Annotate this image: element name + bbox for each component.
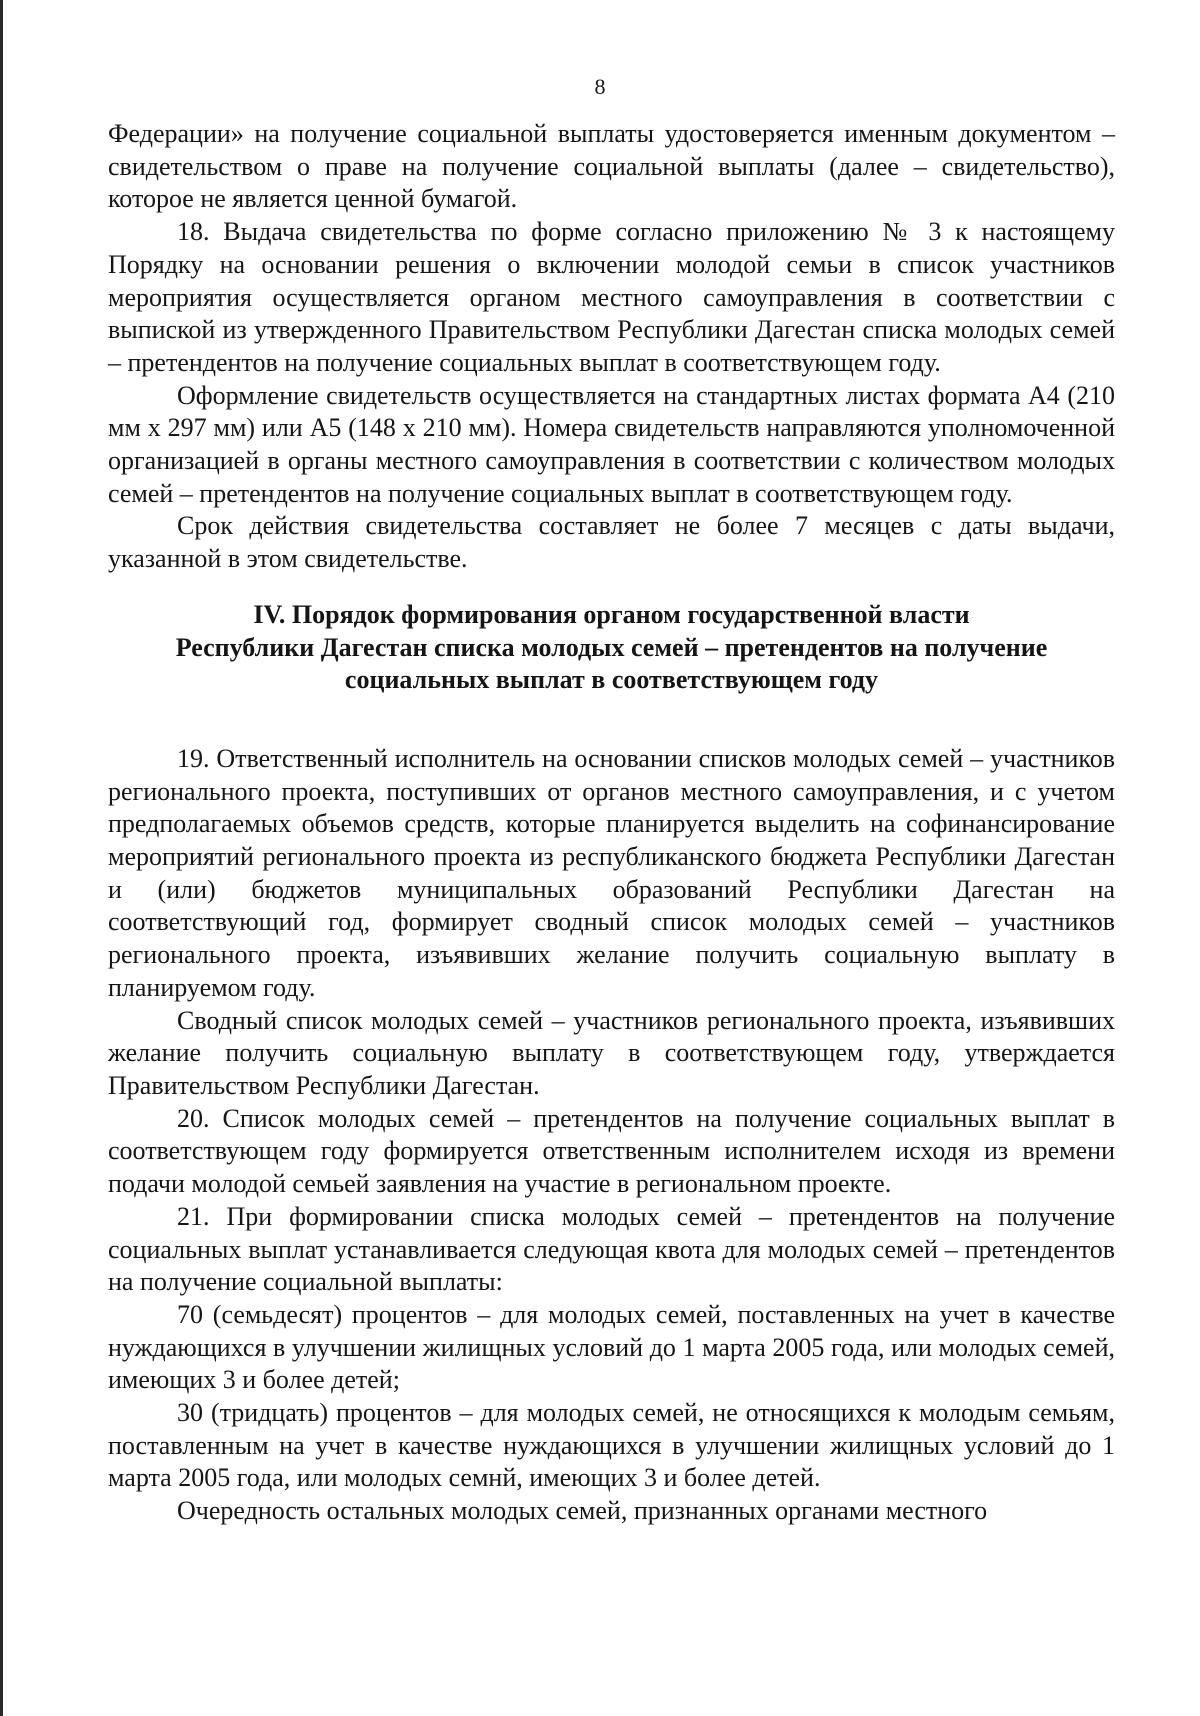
paragraph: Оформление свидетельств осуществляется на стандартных листах формата А4 (210 мм х 297 мм) или А5 (148 х 210 мм). Номера свидетельств направляются уполномоченной организацией в органы местного самоуправления в соответствии с количеством молодых семей – претендентов на получение социальных выплат в соответствующем году.: [108, 380, 1115, 508]
section-heading-line: IV. Порядок формирования органом государственной власти: [253, 599, 970, 629]
paragraphs-after-heading: [108, 743, 1115, 1528]
section-heading-line: Республики Дагестан списка молодых семей – претендентов на получение: [175, 632, 1048, 662]
paragraph: Федерации» на получение социальной выплаты удостоверяется именным документом – свидетельством о праве на получение социальной выплаты (далее – свидетельство), которое не является ценной бумагой.: [108, 119, 1115, 214]
paragraph: Очередность остальных молодых семей, признанных органами местного: [177, 1496, 988, 1526]
paragraphs-before-heading: [108, 118, 1115, 576]
paragraph: 19. Ответственный исполнитель на основании списков молодых семей – участников регионального проекта, поступивших от органов местного самоуправления, и с учетом предполагаемых объемов средств, которые планируется выделить на софинансирование мероприятий регионального проекта из республиканского бюджета Республики Дагестан и (или) бюджетов муниципальных образований Республики Дагестан на соответствующий год, формирует сводный список молодых семей – участников регионального проекта, изъявивших желание получить социальную выплату в планируемом году.: [108, 743, 1115, 1002]
page-number: 8: [594, 74, 606, 99]
paragraph: 30 (тридцать) процентов – для молодых семей, не относящихся к молодым семьям, поставленным на учет в качестве нуждающихся в улучшении жилищных условий до 1 марта 2005 года, или молодых семнй, имеющих 3 и более детей.: [108, 1398, 1115, 1493]
paragraph: 21. При формировании списка молодых семей – претендентов на получение социальных выплат устанавливается следующая квота для молодых семей – претендентов на получение социальной выплаты:: [108, 1201, 1115, 1297]
paragraph: 70 (семьдесят) процентов – для молодых семей, поставленных на учет в качестве нуждающихся в улучшении жилищных условий до 1 марта 2005 года, или молодых семей, имеющих 3 и более детей;: [108, 1299, 1115, 1395]
section-heading: [108, 599, 1115, 697]
paragraph: 20. Список молодых семей – претендентов на получение социальных выплат в соответствующем году формируется ответственным исполнителем исходя из времени подачи молодой семьей заявления на участие в региональном проекте.: [108, 1103, 1115, 1199]
scan-edge-line: [0, 0, 3, 1716]
section-heading-line: социальных выплат в соответствующем году: [344, 665, 879, 695]
paragraph: 18. Выдача свидетельства по форме согласно приложению № 3 к настоящему Порядку на основании решения о включении молодой семьи в список участников мероприятия осуществляется органом местного самоуправления в соответствии с выпиской из утвержденного Правительством Республики Дагестан списка молодых семей – претендентов на получение социальных выплат в соответствующем году.: [108, 217, 1115, 377]
document-body: [108, 118, 1115, 1528]
paragraph: Сводный список молодых семей – участников регионального проекта, изъявивших желание получить социальную выплату в соответствующем году, утверждается Правительством Республики Дагестан.: [108, 1005, 1115, 1100]
paragraph: Срок действия свидетельства составляет не более 7 месяцев с даты выдачи, указанной в этом свидетельстве.: [108, 511, 1115, 574]
